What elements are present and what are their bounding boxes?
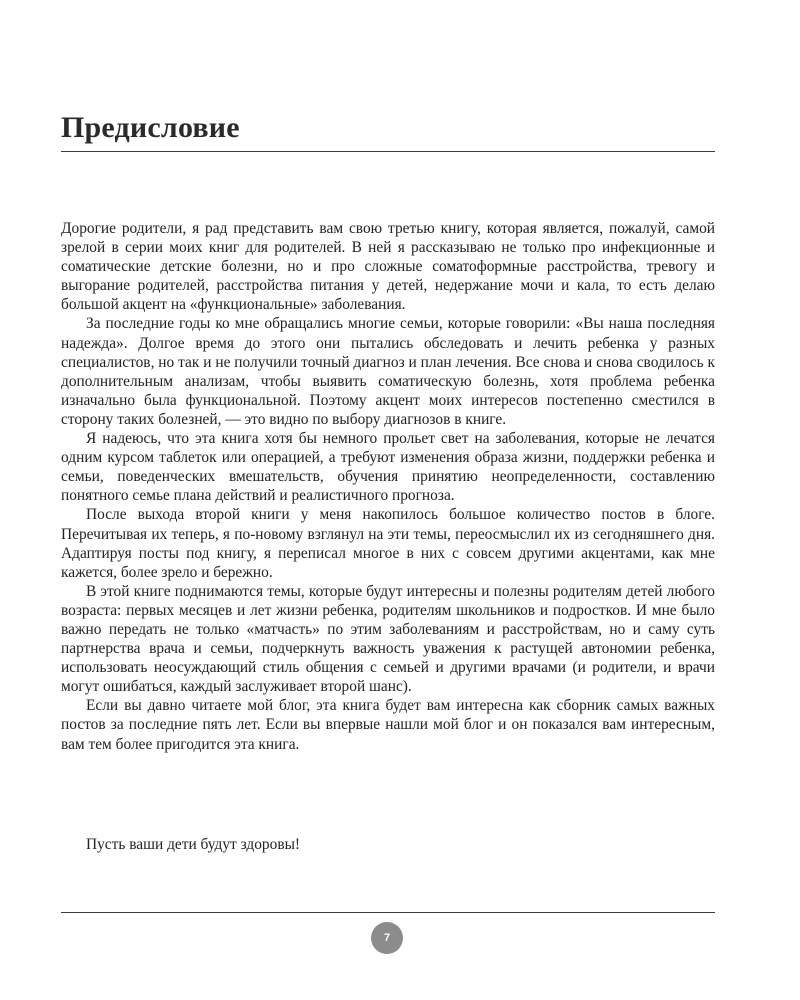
- paragraph: Если вы давно читаете мой блог, эта книга будет вам интересна как сборник самых важных постов за последние пять лет. Если вы впервые нашли мой блог и он показался вам интересным, вам тем более пригодится эта книга.: [61, 697, 715, 753]
- page-title: Предисловие: [61, 111, 240, 144]
- paragraph: В этой книге поднимаются темы, которые будут интересны и полезны родителям детей любого возраста: первых месяцев и лет жизни ребенка, родителям школьников и подростков. И мне было важно передать не только «матчасть» по этим заболеваниям и расстройствам, но и саму суть партнерства врача и семьи, подчеркнуть важность уважения к растущей автономии ребенка, использовать неосуждающий стиль общения с семьей и другими врачами (и родители, и врачи могут ошибаться, каждый заслуживает второй шанс).: [61, 582, 715, 696]
- paragraph: За последние годы ко мне обращались многие семьи, которые говорили: «Вы наша последняя надежда». Долгое время до этого они пытались обследовать и лечить ребенка у разных специалистов, но так и не получили точный диагноз и план лечения. Все снова и снова сводилось к дополнительным анализам, чтобы выявить соматическую болезнь, хотя проблема ребенка изначально была функциональной. Поэтому акцент моих интересов постепенно сместился в сторону таких болезней, — это видно по выбору диагнозов в книге.: [61, 315, 715, 428]
- footer-divider: [61, 912, 715, 913]
- paragraph: Я надеюсь, что эта книга хотя бы немного прольет свет на заболевания, которые не лечатся одним курсом таблеток или операцией, а требуют изменения образа жизни, поддержки ребенка и семьи, поведенческих вмешательств, обучения принятию неопределенности, составлению понятного семье плана действий и реалистичного прогноза.: [61, 430, 715, 505]
- paragraph: После выхода второй книги у меня накопилось большое количество постов в блоге. Перечитывая их теперь, я по-новому взглянул на эти темы, переосмыслил их из сегодняшнего дня. Адаптируя посты под книгу, я переписал многое в них с совсем другими акцентами, как мне кажется, более зрело и бережно.: [61, 506, 715, 581]
- paragraph: Дорогие родители, я рад представить вам свою третью книгу, которая является, пожалуй, самой зрелой в серии моих книг для родителей. В ней я рассказываю не только про инфекционные и соматические детские болезни, но и про сложные соматоформные расстройства, тревогу и выгорание родителей, расстройства питания у детей, недержание мочи и кала, то есть делаю большой акцент на «функциональные» заболевания.: [61, 220, 715, 314]
- body-text: [61, 219, 715, 754]
- closing-line: Пусть ваши дети будут здоровы!: [86, 836, 301, 853]
- title-divider: [61, 151, 715, 152]
- page-number-badge: 7: [371, 922, 403, 954]
